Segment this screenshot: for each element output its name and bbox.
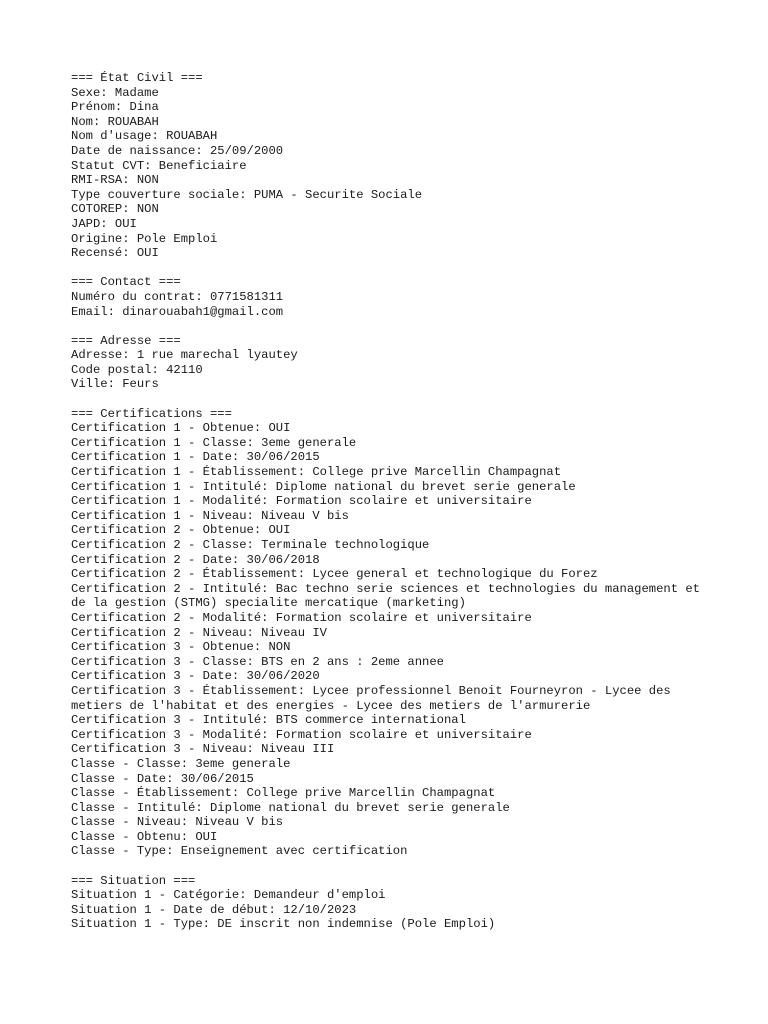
field-line: Nom: ROUABAH xyxy=(71,114,159,129)
section-heading: === Adresse === xyxy=(71,333,181,348)
field-line: Classe - Intitulé: Diplome national du brevet serie generale xyxy=(71,800,510,815)
field-line: Recensé: OUI xyxy=(71,246,159,261)
field-line: Certification 1 - Date: 30/06/2015 xyxy=(71,450,320,465)
field-line: Classe - Classe: 3eme generale xyxy=(71,756,291,771)
field-line: Situation 1 - Catégorie: Demandeur d'emploi xyxy=(71,888,386,903)
field-line: Situation 1 - Type: DE inscrit non indemnise (Pole Emploi) xyxy=(71,917,496,932)
section-contact xyxy=(71,275,711,319)
field-line: Origine: Pole Emploi xyxy=(71,231,218,246)
field-line: Type couverture sociale: PUMA - Securite Sociale xyxy=(71,187,423,202)
field-line: Ville: Feurs xyxy=(71,377,159,392)
field-line: Certification 2 - Modalité: Formation scolaire et universitaire xyxy=(71,610,532,625)
field-line: Numéro du contrat: 0771581311 xyxy=(71,289,284,304)
section-heading: === Certifications === xyxy=(71,406,232,421)
section-certifications xyxy=(71,407,711,859)
field-line: Sexe: Madame xyxy=(71,85,159,100)
section-heading: === Situation === xyxy=(71,873,196,888)
section-etat-civil xyxy=(71,71,711,261)
document-body xyxy=(71,71,711,947)
field-line: Classe - Date: 30/06/2015 xyxy=(71,771,254,786)
field-line: Certification 3 - Établissement: Lycee professionnel Benoit Fourneyron - Lycee des metiers de l'habitat et des energies - Lycee des metiers de l'armurerie xyxy=(71,683,679,713)
field-line: Certification 3 - Obtenue: NON xyxy=(71,640,291,655)
field-line: Certification 1 - Établissement: College prive Marcellin Champagnat xyxy=(71,465,562,480)
field-line: Certification 3 - Modalité: Formation scolaire et universitaire xyxy=(71,727,532,742)
field-line: Certification 2 - Date: 30/06/2018 xyxy=(71,552,320,567)
section-situation xyxy=(71,874,711,932)
field-line: Certification 2 - Niveau: Niveau IV xyxy=(71,625,327,640)
field-line: COTOREP: NON xyxy=(71,202,159,217)
field-line: Certification 3 - Niveau: Niveau III xyxy=(71,742,335,757)
field-line: Certification 3 - Classe: BTS en 2 ans : 2eme annee xyxy=(71,654,444,669)
field-line: Certification 1 - Niveau: Niveau V bis xyxy=(71,508,349,523)
field-line: Date de naissance: 25/09/2000 xyxy=(71,143,284,158)
field-line: JAPD: OUI xyxy=(71,216,137,231)
section-heading: === Contact === xyxy=(71,275,181,290)
field-line: Statut CVT: Beneficiaire xyxy=(71,158,247,173)
field-line: RMI-RSA: NON xyxy=(71,173,159,188)
section-heading: === État Civil === xyxy=(71,71,203,85)
field-line: Certification 2 - Obtenue: OUI xyxy=(71,523,291,538)
field-line: Certification 1 - Modalité: Formation scolaire et universitaire xyxy=(71,494,532,509)
field-line: Certification 3 - Intitulé: BTS commerce international xyxy=(71,713,466,728)
field-line: Situation 1 - Date de début: 12/10/2023 xyxy=(71,902,357,917)
field-line: Classe - Établissement: College prive Marcellin Champagnat xyxy=(71,786,496,801)
field-line: Certification 2 - Établissement: Lycee general et technologique du Forez xyxy=(71,567,598,582)
field-line: Certification 2 - Classe: Terminale technologique xyxy=(71,538,430,552)
field-line: Nom d'usage: ROUABAH xyxy=(71,129,218,144)
field-line: Certification 1 - Obtenue: OUI xyxy=(71,421,291,436)
section-adresse xyxy=(71,334,711,392)
field-line: Classe - Obtenu: OUI xyxy=(71,829,218,844)
field-line: Classe - Niveau: Niveau V bis xyxy=(71,815,284,830)
field-line: Certification 1 - Classe: 3eme generale xyxy=(71,435,357,450)
field-line: Email: dinarouabah1@gmail.com xyxy=(71,304,284,319)
field-line: Certification 3 - Date: 30/06/2020 xyxy=(71,669,320,684)
field-line: Prénom: Dina xyxy=(71,100,159,115)
field-line: Certification 2 - Intitulé: Bac techno serie sciences et technologies du management et de la gestion (STMG) specialite mercatique (marketing) xyxy=(71,581,708,611)
field-line: Code postal: 42110 xyxy=(71,362,203,377)
field-line: Certification 1 - Intitulé: Diplome national du brevet serie generale xyxy=(71,479,576,494)
field-line: Adresse: 1 rue marechal lyautey xyxy=(71,348,298,363)
field-line: Classe - Type: Enseignement avec certification xyxy=(71,844,408,859)
